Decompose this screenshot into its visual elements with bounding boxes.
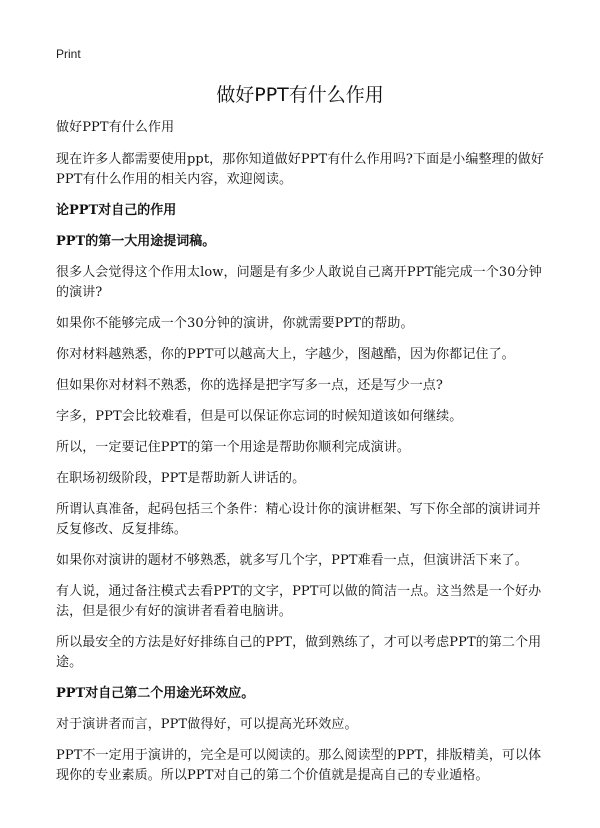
paragraph: 对于演讲者而言，PPT做得好，可以提高光环效应。 (56, 717, 358, 732)
paragraph: 字多，PPT会比较难看，但是可以保证你忘词的时候知道该如何继续。 (56, 409, 463, 424)
paragraph: 所以最安全的方法是好好排练自己的PPT，做到熟练了，才可以考虑PPT的第二个用途。 (56, 635, 542, 670)
paragraph: 所谓认真准备，起码包括三个条件：精心设计你的演讲框架、写下你全部的演讲词并反复修改、反复排练。 (56, 502, 541, 537)
document-title: 做好PPT有什么作用 (216, 84, 384, 106)
paragraph: 所以，一定要记住PPT的第一个用途是帮助你顺利完成演讲。 (56, 440, 410, 455)
subsection-heading: PPT的第一大用途提词稿。 (56, 234, 216, 249)
subsection-heading: PPT对自己第二个用途光环效应。 (56, 686, 255, 701)
document-body (56, 118, 552, 797)
intro-paragraph: 现在许多人都需要使用ppt，那你知道做好PPT有什么作用吗?下面是小编整理的做好PPT有什么作用的相关内容，欢迎阅读。 (56, 152, 545, 187)
paragraph: 如果你对演讲的题材不够熟悉，就多写几个字，PPT难看一点，但演讲活下来了。 (56, 553, 528, 568)
paragraph: 很多人会觉得这个作用太low，问题是有多少人敢说自己离开PPT能完成一个30分钟的演讲? (56, 265, 542, 300)
paragraph: 如果你不能够完成一个30分钟的演讲，你就需要PPT的帮助。 (56, 316, 414, 331)
paragraph: PPT不一定用于演讲的，完全是可以阅读的。那么阅读型的PPT，排版精美，可以体现你的专业素质。所以PPT对自己的第二个价值就是提高自己的专业遁格。 (56, 748, 542, 783)
document-subtitle: 做好PPT有什么作用 (56, 120, 175, 135)
paragraph: 但如果你对材料不熟悉，你的选择是把字写多一点，还是写少一点? (56, 378, 443, 393)
paragraph: 你对材料越熟悉，你的PPT可以越高大上，字越少，图越酷，因为你都记住了。 (56, 347, 515, 362)
paragraph: 在职场初级阶段，PPT是帮助新人讲话的。 (56, 471, 306, 486)
paragraph: 有人说，通过备注模式去看PPT的文字，PPT可以做的简洁一点。这当然是一个好办法，但是很少有好的演讲者看着电脑讲。 (56, 584, 542, 619)
print-link[interactable]: Print (56, 47, 81, 61)
section-heading: 论PPT对自己的作用 (56, 203, 177, 218)
